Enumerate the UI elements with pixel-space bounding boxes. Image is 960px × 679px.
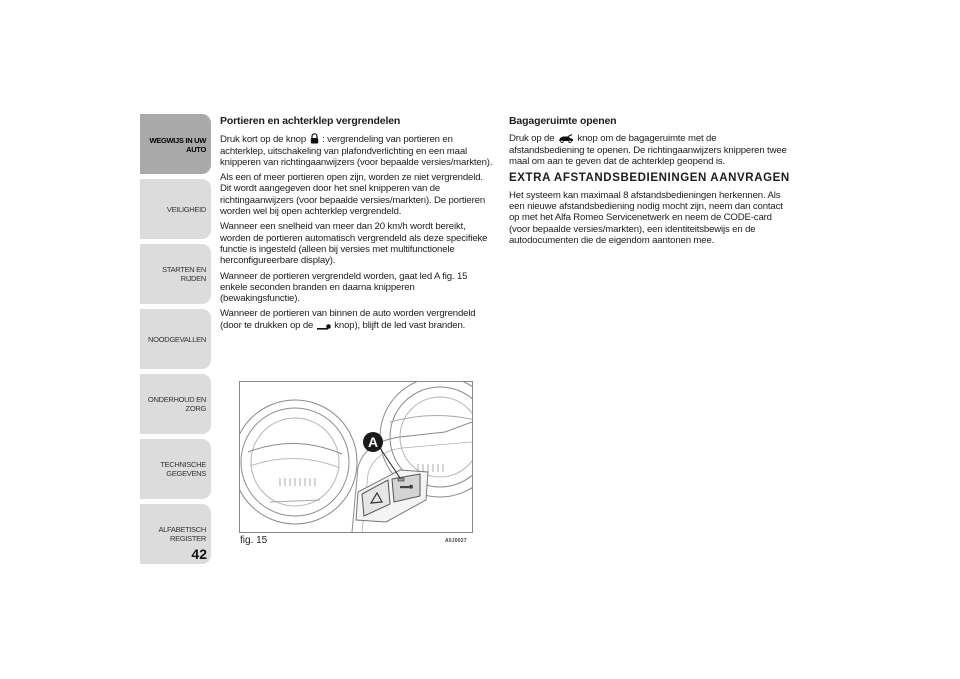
section-title-extra-remotes: EXTRA AFSTANDSBEDIENINGEN AANVRAGEN xyxy=(509,172,790,185)
left-column xyxy=(220,116,495,335)
key-button-icon xyxy=(317,323,331,330)
paragraph-auto-lock: Wanneer een snelheid van meer dan 20 km/h wordt bereikt, worden de portieren automatisch vergrendeld als deze specifieke functie is ingesteld (alleen bij versies met multifunctionele herconfigureerbare display). xyxy=(220,221,488,267)
section-heading-lock: Portieren en achterklep vergrendelen xyxy=(220,115,401,127)
figure-caption: fig. 15 xyxy=(240,535,268,546)
tab-technische-gegevens[interactable]: TECHNISCHE GEGEVENS xyxy=(140,439,211,499)
right-column xyxy=(509,116,791,250)
tab-starten-en-rijden[interactable]: STARTEN EN RIJDEN xyxy=(140,244,211,304)
tab-wegwijs-in-uw-auto[interactable]: WEGWIJS IN UW AUTO xyxy=(140,114,211,174)
dashboard-illustration xyxy=(240,382,472,532)
tab-alfabetisch-register[interactable]: ALFABETISCH REGISTER xyxy=(140,504,211,564)
car-trunk-icon xyxy=(558,134,574,143)
paragraph-doors-open: Als een of meer portieren open zijn, worden ze niet vergrendeld. Dit wordt aangegeven door het snel knipperen van de richtingaanwijzers (voor bepaalde versies/markten). De portieren worden wel bij open achterklep vergrendeld. xyxy=(220,172,486,218)
button-panel xyxy=(356,470,428,522)
page-number: 42 xyxy=(191,546,207,562)
chapter-sidebar xyxy=(140,114,211,569)
paragraph-led-a: Wanneer de portieren vergrendeld worden, gaat led A fig. 15 enkele seconden branden en daarna knipperen (bewakingsfunctie). xyxy=(220,270,468,305)
tab-veiligheid[interactable]: VEILIGHEID xyxy=(140,179,211,239)
section-heading-trunk: Bagageruimte openen xyxy=(509,115,617,127)
paragraph-lock-button: Druk kort op de knop : vergrendeling van portieren en achterklep, uitschakeling van plafondverlichting en een maal knipperen van richtingaanwijzers (voor bepaalde versies/markten). xyxy=(220,134,493,168)
tab-onderhoud-en-zorg[interactable]: ONDERHOUD EN ZORG xyxy=(140,374,211,434)
left-air-vent xyxy=(240,400,357,524)
figure-code: A0J0027 xyxy=(445,538,467,544)
paragraph-extra-remotes: Het systeem kan maximaal 8 afstandsbedieningen herkennen. Als een nieuwe afstandsbediening nodig mocht zijn, neem dan contact op met het Alfa Romeo Servicenetwerk en neem de CODE-card (voor bepaalde versies/markten), een identiteitsbewijs en de autodocumenten die de eigendom aantonen mee. xyxy=(509,189,783,246)
paragraph-inside-lock: Wanneer de portieren van binnen de auto worden vergrendeld (door te drukken op de knop), blijft de led vast branden. xyxy=(220,308,476,331)
figure-dashboard-buttons xyxy=(239,381,473,533)
svg-text:A: A xyxy=(367,434,379,450)
marker-a xyxy=(363,432,383,452)
paragraph-trunk-open: Druk op de knop om de bagageruimte met de afstandsbediening te openen. De richtingaanwijzers knipperen twee maal om aan te geven dat de achterklep geopend is. xyxy=(509,133,787,167)
tab-noodgevallen[interactable]: NOODGEVALLEN xyxy=(140,309,211,369)
lock-icon xyxy=(310,133,319,144)
